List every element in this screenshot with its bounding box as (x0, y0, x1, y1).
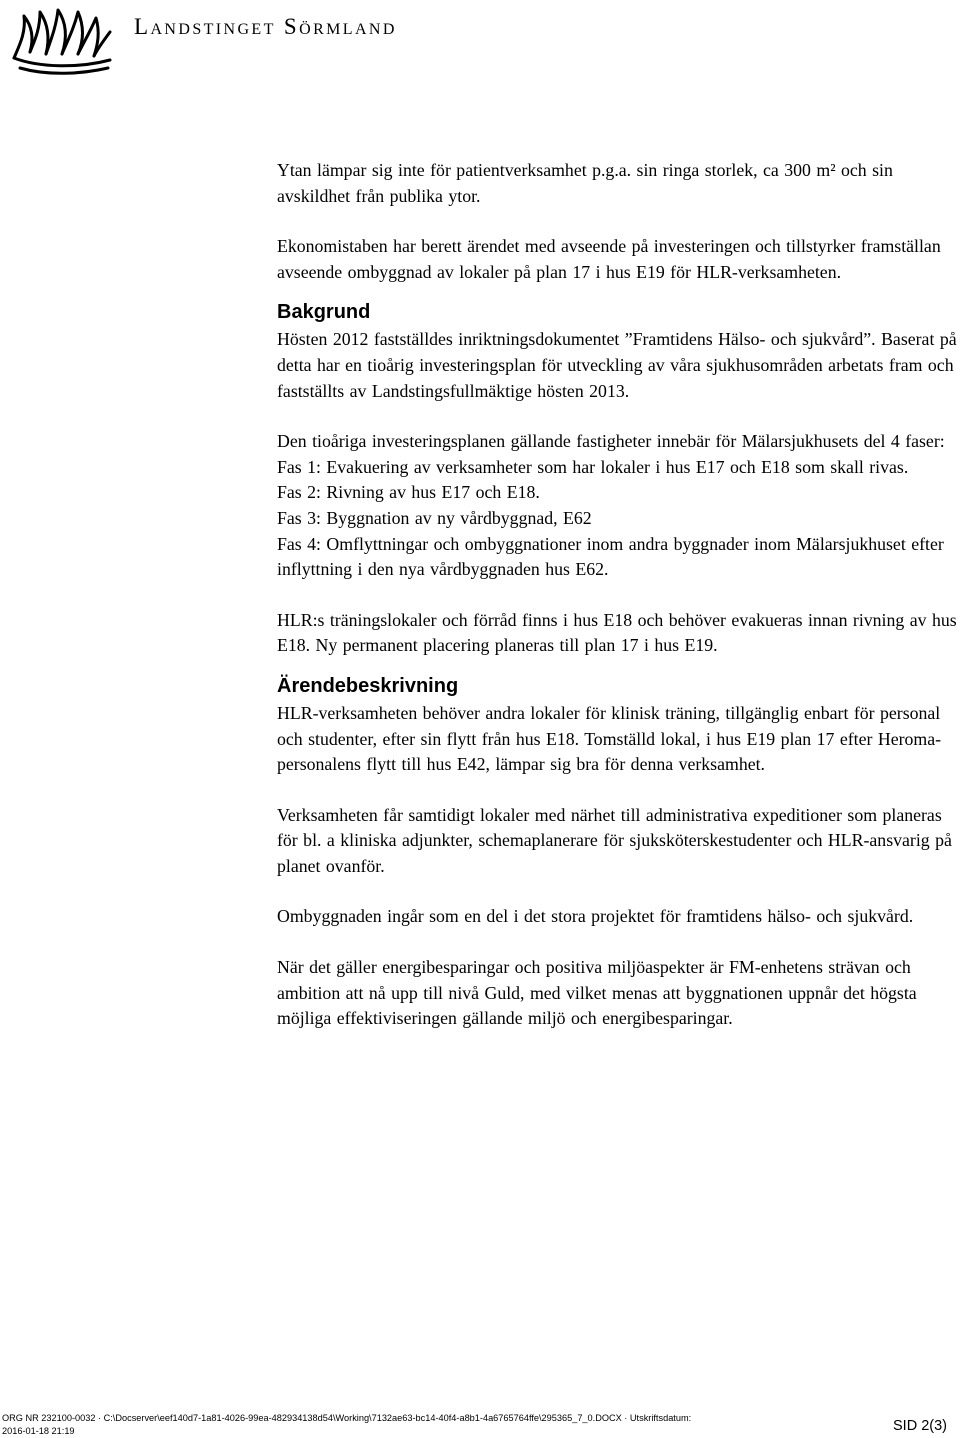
document-footer (0, 1412, 960, 1438)
document-header (0, 0, 960, 80)
document-body (277, 158, 957, 1032)
paragraph-case-description: HLR-verksamheten behöver andra lokaler för klinisk träning, tillgänglig enbart för personal och studenter, efter sin flytt från hus E18. Tomställd lokal, i hus E19 plan 17 efter Heroma-personalens flytt till hus E42, lämpar sig bra för denna verksamhet. (277, 702, 942, 775)
paragraph-background: Hösten 2012 fastställdes inriktningsdokumentet ”Framtidens Hälso- och sjukvård”. Baserat på detta har en tioårig investeringsplan för utveckling av våra sjukhusområden arbetats fram och fastställts av Landstingsfullmäktige hösten 2013. (277, 329, 957, 401)
paragraph-energy: När det gäller energibesparingar och positiva miljöaspekter är FM-enhetens strävan och ambition att nå upp till nivå Guld, med vilket menas att byggnationen uppnår det högsta möjliga effektiviseringen gällande miljö och energibesparingar. (277, 957, 917, 1029)
plan-intro: Den tioåriga investeringsplanen gällande fastigheter innebär för Mälarsjukhusets del 4 faser: (277, 431, 945, 452)
footer-org-path: ORG NR 232100-0032 · C:\Docserver\eef140d7-1a81-4026-99ea-482934138d54\Working\7132ae63-bc14-40f4-a8b1-4a6765764ffe\295365_7_0.DOCX · Utskriftsdatum: (2, 1413, 692, 1423)
plan-phase-1: Fas 1: Evakuering av verksamheter som har lokaler i hus E17 och E18 som skall rivas. (277, 456, 909, 477)
plan-phase-2: Fas 2: Rivning av hus E17 och E18. (277, 482, 540, 503)
paragraph-location: Ytan lämpar sig inte för patientverksamhet p.g.a. sin ringa storlek, ca 300 m² och sin avskildhet från publika ytor. (277, 160, 893, 206)
plan-phase-3: Fas 3: Byggnation av ny vårdbyggnad, E62 (277, 507, 592, 528)
heading-arendebeskrivning: Ärendebeskrivning (277, 674, 459, 697)
organization-name: Landstinget Sörmland (134, 14, 397, 39)
paragraph-economy: Ekonomistaben har berett ärendet med avseende på investeringen och tillstyrker framställan avseende ombyggnad av lokaler på plan 17 i hus E19 för HLR-verksamheten. (277, 236, 941, 282)
paragraph-admin-proximity: Verksamheten får samtidigt lokaler med närhet till administrativa expeditioner som planeras för bl. a kliniska adjunkter, schemaplanerare för sjuksköterskestudenter och HLR-ansvarig på planet ovanför. (277, 804, 952, 876)
landstinget-sormland-logo-icon (10, 4, 114, 76)
footer-print-date: 2016-01-18 21:19 (2, 1426, 75, 1436)
investment-plan-block (277, 429, 957, 583)
paragraph-project: Ombyggnaden ingår som en del i det stora projektet för framtidens hälso- och sjukvård. (277, 906, 914, 927)
plan-phase-4: Fas 4: Omflyttningar och ombyggnationer inom andra byggnader inom Mälarsjukhuset efter inflyttning i den nya vårdbyggnaden hus E62. (277, 533, 944, 580)
page-number: SID 2(3) (893, 1418, 947, 1434)
heading-bakgrund: Bakgrund (277, 301, 371, 324)
paragraph-hlr-premises: HLR:s träningslokaler och förråd finns i hus E18 och behöver evakueras innan rivning av hus E18. Ny permanent placering planeras till plan 17 i hus E19. (277, 609, 957, 656)
